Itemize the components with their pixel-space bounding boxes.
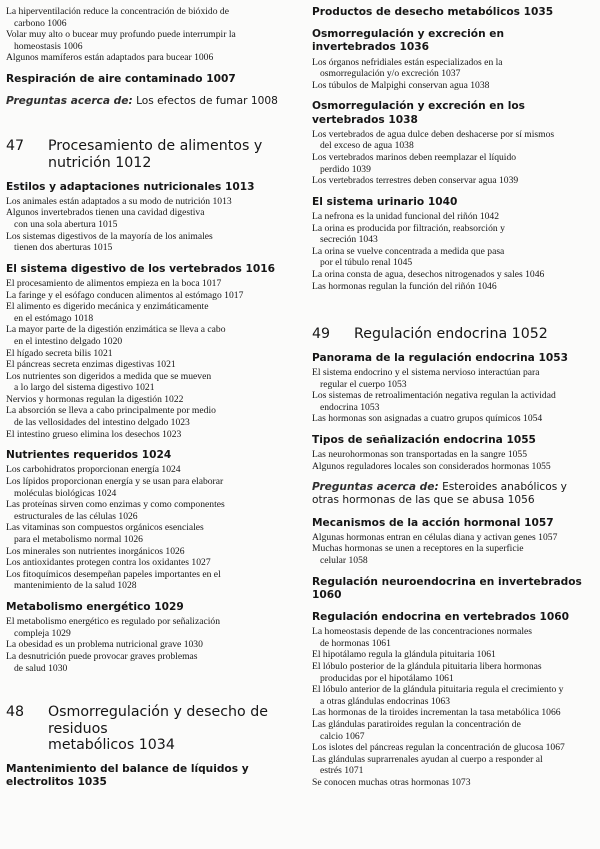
chapter-number: 48 [6, 704, 25, 721]
toc-entry[interactable]: La hiperventilación reduce la concentración de bióxido de carbono 1006 [6, 6, 229, 29]
section-heading[interactable]: Respiración de aire contaminado 1007 [6, 72, 236, 85]
chapter-heading[interactable] [0, 704, 300, 754]
toc-entry[interactable]: El metabolismo energético es regulado por señalización compleja 1029 [6, 616, 221, 639]
toc-entry[interactable]: Nervios y hormonas regulan la digestión 1022 [6, 393, 184, 405]
toc-entry[interactable]: El procesamiento de alimentos empieza en la boca 1017 [6, 277, 222, 289]
toc-entry[interactable]: Algunas hormonas entran en células diana y activan genes 1057 [312, 531, 558, 543]
section-heading[interactable]: Mecanismos de la acción hormonal 1057 [312, 516, 554, 529]
toc-entry[interactable]: Muchas hormonas se unen a receptores en la superficie celular 1058 [312, 543, 524, 567]
feature-box-title: Esteroides anabólicos y otras hormonas de las que se abusa 1056 [312, 481, 567, 507]
toc-entry[interactable]: La desnutrición puede provocar graves problemas de salud 1030 [6, 650, 198, 674]
section-heading[interactable]: Tipos de señalización endocrina 1055 [312, 433, 536, 446]
section-heading[interactable]: Nutrientes requeridos 1024 [6, 449, 172, 462]
toc-entry[interactable]: Las vitaminas son compuestos orgánicos esenciales para el metabolismo normal 1026 [6, 522, 204, 546]
toc-entry[interactable]: La obesidad es un problema nutricional grave 1030 [6, 639, 203, 651]
toc-entry[interactable]: Los animales están adaptados a su modo de nutrición 1013 [6, 195, 232, 207]
toc-entry[interactable]: Los lípidos proporcionan energía y se usan para elaborar moléculas biológicas 1024 [6, 476, 224, 499]
toc-entry[interactable]: Las hormonas regulan la función del riñón 1046 [312, 280, 497, 292]
section-heading[interactable]: El sistema urinario 1040 [312, 195, 458, 208]
toc-entry[interactable]: Los nutrientes son digeridos a medida que se mueven a lo largo del sistema digestivo 1021 [6, 370, 212, 394]
section-heading[interactable]: Mantenimiento del balance de líquidos y electrolitos 1035 [6, 762, 249, 789]
feature-box-label: Preguntas acerca de: [6, 95, 133, 108]
toc-entry[interactable]: Las proteínas sirven como enzimas y como componentes estructurales de las células 1026 [6, 499, 225, 522]
toc-entry[interactable]: Algunos invertebrados tienen una cavidad digestiva con una sola abertura 1015 [6, 207, 205, 230]
toc-left-column [0, 6, 300, 791]
chapter-title: Regulación endocrina 1052 [354, 326, 548, 343]
feature-box-label: Preguntas acerca de: [312, 481, 439, 494]
feature-box-title: Los efectos de fumar 1008 [136, 95, 278, 108]
toc-entry[interactable]: Los vertebrados marinos deben reemplazar el líquido perdido 1039 [312, 151, 517, 175]
chapter-number: 47 [6, 138, 25, 155]
toc-entry[interactable]: La absorción se lleva a cabo principalmente por medio de las vellosidades del intestino delgado 1023 [6, 405, 216, 429]
toc-entry[interactable]: Los fitoquímicos desempeñan papeles importantes en el mantenimiento de la salud 1028 [6, 568, 221, 592]
toc-entry[interactable]: Los vertebrados de agua dulce deben deshacerse por sí mismos del exceso de agua 1038 [312, 128, 555, 152]
chapter-heading[interactable] [0, 138, 300, 171]
toc-entry[interactable]: La mayor parte de la digestión enzimática se lleva a cabo en el intestino delgado 1020 [6, 324, 226, 347]
toc-entry[interactable]: Algunos mamíferos están adaptados para bucear 1006 [6, 52, 214, 64]
toc-entry[interactable]: La orina se vuelve concentrada a medida que pasa por el túbulo renal 1045 [312, 245, 505, 269]
toc-entry[interactable]: Algunos reguladores locales son considerados hormonas 1055 [312, 460, 551, 472]
toc-entry[interactable]: La faringe y el esófago conducen alimentos al estómago 1017 [6, 289, 244, 301]
chapter-title: Procesamiento de alimentos y nutrición 1012 [48, 138, 263, 171]
section-heading[interactable]: Osmorregulación y excreción en los vertebrados 1038 [312, 100, 525, 126]
toc-entry[interactable]: Los túbulos de Malpighi conservan agua 1038 [312, 79, 490, 91]
section-heading[interactable]: Osmorregulación y excreción en invertebrados 1036 [312, 28, 505, 54]
section-heading[interactable]: Regulación endocrina en vertebrados 1060 [312, 611, 570, 624]
feature-box-entry[interactable] [0, 95, 300, 108]
toc-entry[interactable]: Las hormonas son asignadas a cuatro grupos químicos 1054 [312, 413, 543, 425]
toc-entry[interactable]: El hipotálamo regula la glándula pituitaria 1061 [312, 649, 496, 661]
toc-entry[interactable]: El alimento es digerido mecánica y enzimáticamente en el estómago 1018 [6, 301, 209, 324]
section-heading[interactable]: Estilos y adaptaciones nutricionales 1013 [6, 180, 255, 193]
chapter-number: 49 [312, 326, 331, 343]
toc-entry[interactable]: El lóbulo anterior de la glándula pituitaria regula el crecimiento y a otras glándulas endocrinas 1063 [312, 684, 564, 707]
toc-entry[interactable]: Las glándulas suprarrenales ayudan al cuerpo a responder al estrés 1071 [312, 753, 543, 777]
toc-entry[interactable]: Los órganos nefridiales están especializados en la osmorregulación y/o excreción 1037 [312, 56, 503, 80]
toc-entry[interactable]: Se conocen muchas otras hormonas 1073 [312, 777, 471, 788]
toc-entry[interactable]: La orina consta de agua, desechos nitrogenados y sales 1046 [312, 268, 545, 280]
feature-box-entry[interactable] [306, 481, 600, 507]
toc-entry[interactable]: Las hormonas de la tiroides incrementan la tasa metabólica 1066 [312, 707, 561, 719]
toc-entry[interactable]: Los minerales son nutrientes inorgánicos 1026 [6, 545, 185, 557]
chapter-title: Osmorregulación y desecho de residuos metabólicos 1034 [48, 704, 268, 754]
toc-entry[interactable]: Los carbohidratos proporcionan energía 1024 [6, 464, 181, 476]
section-heading[interactable]: Panorama de la regulación endocrina 1053 [312, 351, 568, 364]
toc-entry[interactable]: Los islotes del páncreas regulan la concentración de glucosa 1067 [312, 742, 565, 754]
chapter-heading[interactable] [306, 326, 600, 343]
toc-entry[interactable]: El lóbulo posterior de la glándula pituitaria libera hormonas producidas por el hipotálamo 1061 [312, 661, 542, 684]
toc-entry[interactable]: La orina es producida por filtración, reabsorción y secreción 1043 [312, 222, 505, 246]
toc-entry[interactable]: La nefrona es la unidad funcional del riñón 1042 [312, 210, 500, 222]
toc-entry[interactable]: El hígado secreta bilis 1021 [6, 347, 113, 359]
toc-entry[interactable]: Las neurohormonas son transportadas en la sangre 1055 [312, 449, 528, 461]
section-heading[interactable]: El sistema digestivo de los vertebrados 1016 [6, 262, 275, 275]
toc-entry[interactable]: Los sistemas de retroalimentación negativa regulan la actividad endocrina 1053 [312, 390, 556, 413]
toc-entry[interactable]: Las glándulas paratiroides regulan la concentración de calcio 1067 [312, 719, 521, 742]
toc-entry[interactable]: El páncreas secreta enzimas digestivas 1021 [6, 359, 176, 371]
toc-entry[interactable]: El sistema endocrino y el sistema nervioso interactúan para regular el cuerpo 1053 [312, 366, 540, 390]
toc-entry[interactable]: Los sistemas digestivos de la mayoría de los animales tienen dos aberturas 1015 [6, 230, 213, 254]
section-heading[interactable]: Metabolismo energético 1029 [6, 600, 184, 613]
toc-entry[interactable]: El intestino grueso elimina los desechos 1023 [6, 428, 182, 440]
section-heading[interactable]: Regulación neuroendocrina en invertebrados 1060 [312, 575, 582, 601]
toc-entry[interactable]: Volar muy alto o bucear muy profundo puede interrumpir la homeostasis 1006 [6, 29, 236, 52]
toc-entry[interactable]: Los antioxidantes protegen contra los oxidantes 1027 [6, 557, 211, 569]
toc-entry[interactable]: Los vertebrados terrestres deben conservar agua 1039 [312, 175, 519, 187]
toc-entry[interactable]: La homeostasis depende de las concentraciones normales de hormonas 1061 [312, 626, 533, 649]
toc-right-column [306, 6, 600, 789]
section-heading[interactable]: Productos de desecho metabólicos 1035 [312, 6, 554, 18]
